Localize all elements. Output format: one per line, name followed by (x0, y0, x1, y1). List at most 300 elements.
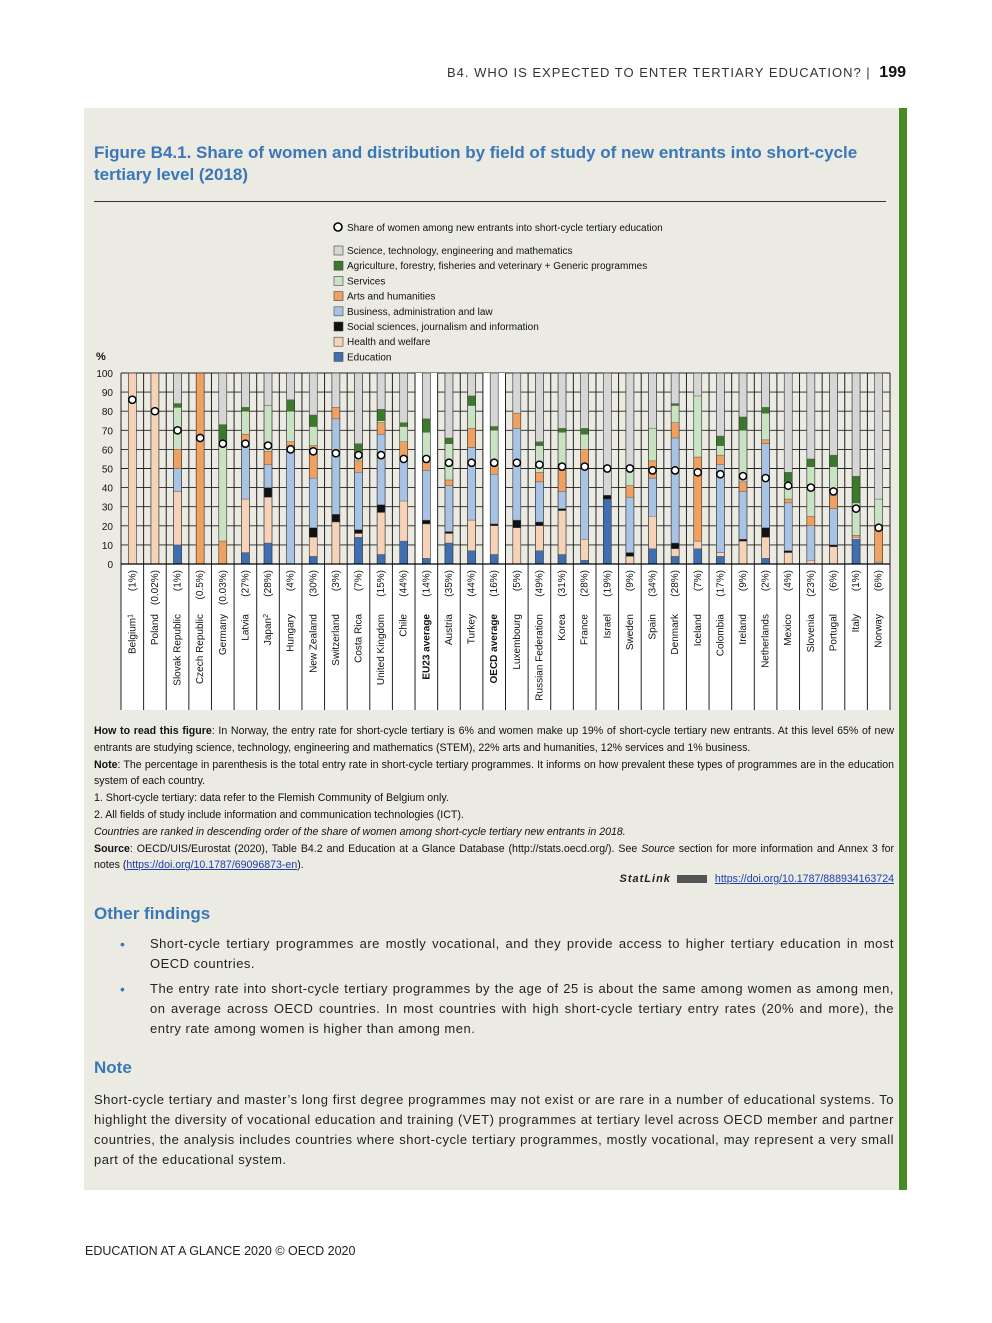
bar-segment-services (716, 446, 724, 456)
bar-segment-stem (332, 373, 340, 407)
entry-rate-label: (0.5%) (195, 570, 207, 600)
y-tick-label: 100 (96, 369, 113, 380)
bar-segment-social (354, 530, 362, 534)
bar-segment-arts (377, 423, 385, 434)
source-link[interactable]: https://doi.org/10.1787/69096873-en (126, 859, 298, 872)
legend-label-agri: Agriculture, forestry, fisheries and veterinary + Generic programmes (347, 261, 648, 273)
bar-segment-social (332, 514, 340, 522)
bar-segment-stem (875, 373, 883, 499)
bar-segment-agri (739, 417, 747, 430)
women-share-marker (604, 465, 611, 472)
women-share-marker (626, 465, 633, 472)
women-share-marker (310, 448, 317, 455)
entry-rate-label: (4%) (285, 570, 297, 592)
bar-segment-agri (784, 472, 792, 482)
entry-rate-label: (28%) (670, 570, 682, 597)
bar-segment-arts (332, 407, 340, 418)
bar-segment-business (829, 509, 837, 545)
women-share-marker (830, 488, 837, 495)
bar-segment-business (468, 447, 476, 520)
entry-rate-label: (1%) (851, 570, 863, 592)
bar-segment-agri (354, 444, 362, 452)
bar-segment-health (581, 539, 589, 560)
bar-segment-stem (309, 373, 317, 415)
country-label: Italy (851, 614, 863, 633)
women-share-marker (491, 459, 498, 466)
country-label: Costa Rica (353, 614, 365, 663)
entry-rate-label: (0.03%) (217, 570, 229, 606)
country-label: Sweden (624, 614, 636, 651)
country-label: Germany (217, 614, 229, 656)
bar-segment-agri (762, 407, 770, 413)
bar-segment-arts (264, 451, 272, 464)
note-paragraph: Short-cycle tertiary and master’s long first degree programmes may not exist or are rare in a number of educational systems. To highlight the diversity of vocational education and training (VET) programmes at tertiary level across OECD member and partner countries, the analysis includes countries where short-cycle tertiary programmes, mostly vocational, may represent a very small part of the educational system. (94, 1092, 894, 1167)
legend-label-arts: Arts and humanities (347, 291, 436, 303)
legend-swatch-education (334, 352, 343, 361)
bar-segment-business (174, 469, 182, 492)
country-label: Spain (647, 614, 659, 640)
bar-segment-agri (445, 438, 453, 444)
statlink (604, 873, 894, 885)
entry-rate-label: (44%) (466, 570, 478, 597)
country-label: Ireland (737, 614, 749, 645)
bar-segment-education (400, 541, 408, 564)
women-share-marker (739, 473, 746, 480)
legend-swatch-services (334, 276, 343, 285)
bar-segment-agri (671, 404, 679, 406)
country-label: Belgium$^1$ (126, 614, 139, 655)
bar-segment-arts (287, 442, 295, 446)
entry-rate-label: (35%) (443, 570, 455, 597)
source-italic: Source (641, 842, 675, 855)
bar-segment-business (784, 503, 792, 551)
country-label: OECD average (489, 614, 501, 684)
bar-segment-stem (241, 373, 249, 407)
bar-segment-arts (852, 535, 860, 537)
bar-segment-services (400, 426, 408, 441)
bar-segment-services (490, 430, 498, 462)
bar-segment-stem (739, 373, 747, 417)
entry-rate-label: (28%) (263, 570, 275, 597)
bar-segment-agri (400, 423, 408, 427)
bar-segment-agri (309, 415, 317, 426)
bar-segment-education (422, 558, 430, 564)
entry-rate-label: (14%) (421, 570, 433, 597)
bar-segment-health (784, 553, 792, 564)
bar-segment-arts (739, 482, 747, 492)
bar-segment-arts (422, 463, 430, 471)
entry-rate-label: (16%) (489, 570, 501, 597)
country-label: Norway (873, 614, 885, 648)
bar-segment-stem (694, 373, 702, 396)
bar-segment-business (400, 457, 408, 501)
section-title: B4. WHO IS EXPECTED TO ENTER TERTIARY EDUCATION? (446, 65, 862, 80)
bar-segment-health (241, 499, 249, 552)
women-share-marker (174, 427, 181, 434)
women-share-marker (197, 434, 204, 441)
women-share-marker (129, 396, 136, 403)
bar-segment-agri (807, 459, 815, 467)
legend-label-services: Services (347, 276, 386, 288)
bar-segment-health (309, 537, 317, 556)
bar-segment-agri (581, 428, 589, 434)
country-label: Austria (443, 614, 455, 646)
bar-segment-health (694, 541, 702, 549)
women-share-marker (672, 467, 679, 474)
country-label: New Zealand (308, 614, 320, 673)
note-label: Note (94, 758, 118, 771)
y-tick-label: 40 (101, 483, 113, 495)
bar-segment-health (400, 501, 408, 541)
statlink-word: StatLink (619, 873, 671, 885)
bar-segment-business (287, 446, 295, 564)
bar-segment-social (445, 532, 453, 534)
figure-notes (94, 723, 894, 874)
entry-rate-label: (9%) (737, 570, 749, 592)
bar-segment-stem (422, 373, 430, 419)
bar-segment-business (558, 491, 566, 508)
bar-segment-stem (287, 373, 295, 400)
bar-segment-arts (829, 495, 837, 508)
bar-segment-social (739, 539, 747, 541)
country-label: Israel (602, 614, 614, 639)
bar-segment-education (671, 556, 679, 564)
legend-swatch-health (334, 337, 343, 346)
entry-rate-label: (19%) (602, 570, 614, 597)
country-label: Netherlands (760, 614, 772, 668)
bar-segment-health (332, 522, 340, 564)
footnote-2: 2. All fields of study include information and communication technologies (ICT). (94, 808, 464, 821)
stacked-bar-chart (84, 108, 899, 723)
bar-segment-arts (196, 373, 204, 564)
y-tick-label: 70 (101, 426, 113, 438)
bar-segment-arts (784, 499, 792, 503)
entry-rate-label: (3%) (330, 570, 342, 592)
entry-rate-label: (2%) (760, 570, 772, 592)
bar-segment-business (513, 428, 521, 520)
bar-segment-services (762, 413, 770, 440)
bar-segment-education (762, 558, 770, 564)
how-text: : In Norway, the entry rate for short-cycle tertiary is 6% and women make up 19% of short-cycle tertiary new entrants. At this level 65% of new entrants are studying science, technology, engineering and mathematics (STEM), 22% arts and humanities, 12% services and 1% business. (94, 725, 894, 754)
bar-segment-business (332, 419, 340, 514)
country-label: Turkey (466, 614, 478, 645)
bar-segment-agri (829, 455, 837, 466)
bar-segment-business (739, 491, 747, 539)
bar-segment-business (490, 474, 498, 524)
country-label: Japan$^2$ (262, 614, 275, 646)
women-share-marker (852, 505, 859, 512)
bar-segment-health (377, 512, 385, 554)
women-share-marker (264, 442, 271, 449)
women-share-marker (536, 461, 543, 468)
bar-segment-health (422, 524, 430, 558)
bar-segment-agri (422, 419, 430, 432)
bar-segment-education (603, 499, 611, 564)
bullet-text: The entry rate into short-cycle tertiary programmes by the age of 25 is about the same among women as among men, on average across OECD countries. In most countries with high short-cycle tertiary entry rates (20% and more), the entry rate among women is higher than among men. (150, 981, 894, 1036)
country-label: Poland (149, 614, 161, 646)
bar-segment-stem (445, 373, 453, 438)
how-to-read (94, 723, 894, 757)
bar-segment-education (852, 539, 860, 564)
bar-segment-arts (513, 413, 521, 428)
bar-segment-stem (852, 373, 860, 476)
footnote-1: 1. Short-cycle tertiary: data refer to the Flemish Community of Belgium only. (94, 792, 449, 805)
bar-segment-agri (377, 409, 385, 420)
women-share-marker (468, 459, 475, 466)
note-para (94, 757, 894, 791)
bar-segment-social (784, 551, 792, 553)
women-share-marker (694, 469, 701, 476)
y-tick-label: 30 (101, 502, 113, 514)
country-label: Slovak Republic (172, 614, 184, 686)
bar-segment-business (445, 486, 453, 532)
bar-segment-business (354, 472, 362, 529)
country-label: Portugal (828, 614, 840, 652)
y-tick-label: 90 (101, 388, 113, 400)
bullet-icon: • (120, 981, 126, 997)
y-tick-label: 0 (107, 560, 113, 571)
bar-segment-stem (649, 373, 657, 428)
bar-segment-education (264, 543, 272, 564)
bar-segment-agri (241, 407, 249, 411)
bar-segment-education (445, 543, 453, 564)
bar-segment-social (829, 545, 837, 547)
statlink-logo-icon (677, 875, 707, 883)
legend-label-women: Share of women among new entrants into short-cycle tertiary education (347, 223, 663, 234)
bar-segment-social (490, 524, 498, 526)
country-label: Russian Federation (534, 614, 546, 701)
bar-segment-stem (807, 373, 815, 459)
bar-segment-business (264, 465, 272, 488)
bar-segment-arts (671, 423, 679, 438)
bar-segment-arts (174, 449, 182, 468)
bar-segment-education (649, 549, 657, 564)
ranking-note (94, 824, 894, 841)
country-label: Switzerland (330, 614, 342, 666)
entry-rate-label: (7%) (353, 570, 365, 592)
country-label: EU23 average (421, 614, 433, 680)
bar-segment-education (716, 556, 724, 564)
women-share-marker (355, 452, 362, 459)
bar-segment-stem (829, 373, 837, 455)
women-share-marker (875, 524, 882, 531)
bar-segment-health (671, 549, 679, 557)
y-tick-label: 10 (101, 540, 113, 552)
list-item (120, 934, 894, 974)
entry-rate-label: (17%) (715, 570, 727, 597)
source-text-a: : OECD/UIS/Eurostat (2020), Table B4.2 and Education at a Glance Database (http://stats.oecd.org/). See (129, 842, 642, 855)
country-label: Chile (398, 614, 410, 637)
country-label: United Kingdom (376, 614, 388, 686)
bar-segment-health (174, 491, 182, 544)
bar-segment-arts (468, 428, 476, 447)
country-label: Korea (557, 614, 569, 641)
women-share-marker (513, 459, 520, 466)
bar-segment-stem (354, 373, 362, 444)
bar-segment-education (558, 554, 566, 564)
bar-segment-health (649, 516, 657, 548)
entry-rate-label: (49%) (534, 570, 546, 597)
bar-segment-health (151, 373, 159, 564)
bar-segment-services (671, 405, 679, 422)
bar-segment-business (762, 444, 770, 528)
country-label: Latvia (240, 614, 252, 641)
legend-swatch-social (334, 322, 343, 331)
women-share-marker (785, 482, 792, 489)
entry-rate-label: (31%) (557, 570, 569, 597)
legend-label-business: Business, administration and law (347, 306, 493, 318)
bar-segment-social (309, 528, 317, 538)
women-share-marker (151, 408, 158, 415)
source-text-b: section for more information and Annex 3 for notes ( (94, 842, 894, 872)
bar-segment-social (264, 488, 272, 498)
country-label: Colombia (715, 614, 727, 657)
how-label: How to read this figure (94, 725, 212, 737)
bar-segment-social (558, 509, 566, 511)
bar-segment-health (445, 533, 453, 543)
running-head: B4. WHO IS EXPECTED TO ENTER TERTIARY EDUCATION? | 199 (446, 64, 906, 81)
bar-segment-stem (671, 373, 679, 404)
entry-rate-label: (34%) (647, 570, 659, 597)
bar-segment-stem (174, 373, 182, 404)
legend-swatch-arts (334, 292, 343, 301)
country-label: Slovenia (805, 614, 817, 653)
bar-segment-arts (875, 530, 883, 562)
bar-segment-stem (581, 373, 589, 428)
bar-segment-education (354, 537, 362, 564)
other-findings-heading: Other findings (94, 904, 211, 923)
figure-panel (84, 108, 899, 1190)
bar-segment-education (694, 549, 702, 564)
bar-segment-social (626, 553, 634, 557)
bar-segment-education (174, 545, 182, 564)
bar-segment-services (219, 442, 227, 541)
page-footer: EDUCATION AT A GLANCE 2020 © OECD 2020 (85, 1244, 356, 1258)
bar-segment-health (852, 537, 860, 539)
entry-rate-label: (44%) (398, 570, 410, 597)
entry-rate-label: (1%) (172, 570, 184, 592)
bar-segment-stem (535, 373, 543, 442)
bar-segment-education (377, 554, 385, 564)
bar-segment-social (603, 495, 611, 499)
legend-swatch-agri (334, 261, 343, 270)
bar-segment-business (671, 438, 679, 543)
source-label: Source (94, 842, 130, 855)
bar-segment-business (241, 446, 249, 499)
bar-segment-business (581, 465, 589, 539)
bar-segment-services (581, 434, 589, 449)
women-share-marker (423, 455, 430, 462)
bar-segment-business (535, 482, 543, 522)
women-share-marker (219, 440, 226, 447)
entry-rate-label: (9%) (624, 570, 636, 592)
bar-segment-health (829, 547, 837, 564)
page-number: 199 (879, 64, 906, 81)
statlink-url[interactable]: https://doi.org/10.1787/888934163724 (714, 873, 894, 885)
country-label: France (579, 614, 591, 646)
list-item (120, 979, 894, 1039)
bar-segment-business (807, 526, 815, 560)
bullet-icon: • (120, 936, 126, 952)
bar-segment-health (626, 556, 634, 564)
bar-segment-agri (219, 425, 227, 442)
bar-segment-arts (807, 516, 815, 526)
note-heading: Note (94, 1058, 132, 1077)
bar-segment-stem (603, 373, 611, 495)
bar-segment-services (287, 411, 295, 442)
bar-segment-agri (287, 400, 295, 411)
bar-segment-health (490, 526, 498, 555)
bar-segment-agri (535, 442, 543, 446)
bar-segment-agri (558, 428, 566, 432)
bar-segment-arts (354, 461, 362, 472)
bar-segment-education (309, 556, 317, 564)
bar-segment-arts (445, 480, 453, 486)
y-tick-label: 80 (101, 407, 113, 419)
bar-segment-social (671, 543, 679, 549)
country-label: Hungary (285, 614, 297, 652)
bar-segment-stem (762, 373, 770, 407)
women-share-marker (332, 450, 339, 457)
legend-swatch-business (334, 307, 343, 316)
bar-segment-stem (626, 373, 634, 470)
legend-marker-women (334, 223, 342, 231)
legend-label-stem: Science, technology, engineering and mathematics (347, 246, 573, 257)
figure-title: Figure B4.1. Share of women and distribution by field of study of new entrants into short-cycle tertiary level (2018) (94, 143, 858, 184)
women-share-marker (558, 463, 565, 470)
bar-segment-business (422, 470, 430, 520)
entry-rate-label: (6%) (828, 570, 840, 592)
bar-segment-health (264, 497, 272, 543)
bar-segment-education (241, 553, 249, 564)
bar-segment-stem (716, 373, 724, 436)
entry-rate-label: (0.02%) (149, 570, 161, 606)
entry-rate-label: (27%) (240, 570, 252, 597)
bar-segment-health (762, 537, 770, 558)
bar-segment-social (513, 520, 521, 528)
bar-segment-business (649, 478, 657, 516)
bar-segment-education (535, 551, 543, 564)
findings-list (120, 934, 894, 1044)
entry-rate-label: (28%) (579, 570, 591, 597)
women-share-marker (807, 484, 814, 491)
entry-rate-label: (30%) (308, 570, 320, 597)
entry-rate-label: (23%) (805, 570, 817, 597)
legend-label-social: Social sciences, journalism and information (347, 322, 539, 333)
bar-segment-stem (490, 373, 498, 426)
bar-segment-health (739, 541, 747, 564)
women-share-marker (445, 459, 452, 466)
bar-segment-arts (558, 470, 566, 491)
y-tick-label: 50 (101, 464, 113, 476)
women-share-marker (717, 471, 724, 478)
women-share-marker (762, 474, 769, 481)
country-label: Denmark (670, 614, 682, 655)
bar-segment-services (377, 421, 385, 423)
bar-segment-services (649, 428, 657, 460)
bar-segment-arts (626, 486, 634, 497)
bar-segment-agri (468, 396, 476, 406)
women-share-marker (287, 446, 294, 453)
bar-segment-education (490, 554, 498, 564)
bar-segment-business (377, 434, 385, 505)
entry-rate-label: (6%) (873, 570, 885, 592)
legend-swatch-stem (334, 246, 343, 255)
ranking-text: Countries are ranked in descending order of the share of women among short-cycle tertiary new entrants in 2018. (94, 825, 626, 838)
bar-segment-agri (490, 426, 498, 430)
bar-segment-agri (716, 436, 724, 446)
bar-segment-social (762, 528, 770, 538)
